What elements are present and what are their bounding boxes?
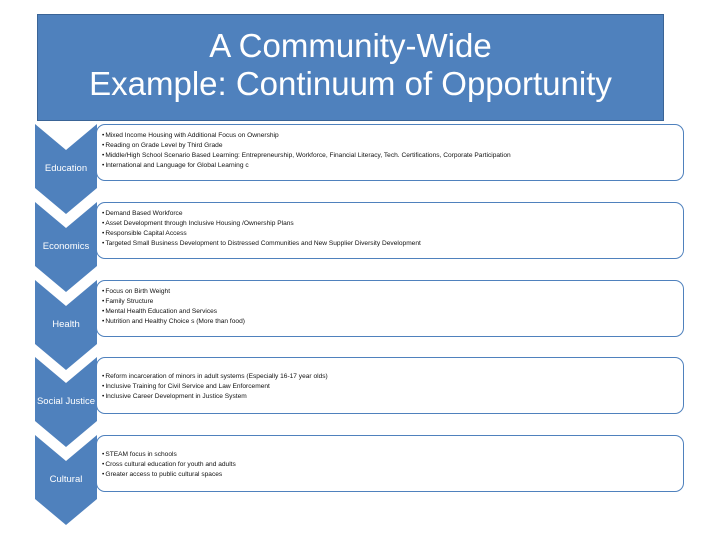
list-item: • Greater access to public cultural spaces: [102, 470, 677, 480]
row-cultural: [0, 435, 720, 525]
chevron-label: Social Justice: [36, 396, 96, 407]
chevron-economics: [35, 202, 97, 292]
list-item: • Middle/High School Scenario Based Learning: Entrepreneurship, Workforce, Financial Literacy, Tech. Certifications, Corporate Participation: [102, 151, 677, 161]
list-item: • Demand Based Workforce: [102, 209, 677, 219]
panel-economics: [96, 202, 684, 259]
panel-social-justice: [96, 357, 684, 414]
row-social-justice: [0, 357, 720, 447]
list-item: • Mixed Income Housing with Additional Focus on Ownership: [102, 131, 677, 141]
chevron-label: Education: [44, 163, 88, 174]
row-education: [0, 124, 720, 214]
list-item: • STEAM focus in schools: [102, 450, 677, 460]
title-line-2: Example: Continuum of Opportunity: [89, 65, 612, 102]
list-item: • Targeted Small Business Development to Distressed Communities and New Supplier Diversity Development: [102, 239, 677, 249]
list-item: • Reading on Grade Level by Third Grade: [102, 141, 677, 151]
title-line-1: A Community-Wide: [209, 27, 492, 64]
list-item: • Cross cultural education for youth and adults: [102, 460, 677, 470]
panel-cultural: [96, 435, 684, 492]
list-item: • Reform incarceration of minors in adult systems (Especially 16-17 year olds): [102, 372, 677, 382]
chevron-cultural: [35, 435, 97, 525]
panel-education: [96, 124, 684, 181]
list-item: • Family Structure: [102, 297, 677, 307]
chevron-education: [35, 124, 97, 214]
list-item: • Focus on Birth Weight: [102, 287, 677, 297]
chevron-label: Economics: [42, 241, 90, 252]
list-item: • Mental Health Education and Services: [102, 307, 677, 317]
chevron-label: Cultural: [49, 474, 83, 485]
chevron-social-justice: [35, 357, 97, 447]
title-banner: [37, 14, 664, 121]
list-item: • Asset Development through Inclusive Housing /Ownership Plans: [102, 219, 677, 229]
row-economics: [0, 202, 720, 292]
chevron-label: Health: [52, 319, 80, 330]
list-item: • Inclusive Training for Civil Service and Law Enforcement: [102, 382, 677, 392]
list-item: • International and Language for Global Learning c: [102, 161, 677, 171]
panel-health: [96, 280, 684, 337]
list-item: • Responsible Capital Access: [102, 229, 677, 239]
list-item: • Nutrition and Healthy Choice s (More than food): [102, 317, 677, 327]
list-item: • Inclusive Career Development in Justice System: [102, 392, 677, 402]
